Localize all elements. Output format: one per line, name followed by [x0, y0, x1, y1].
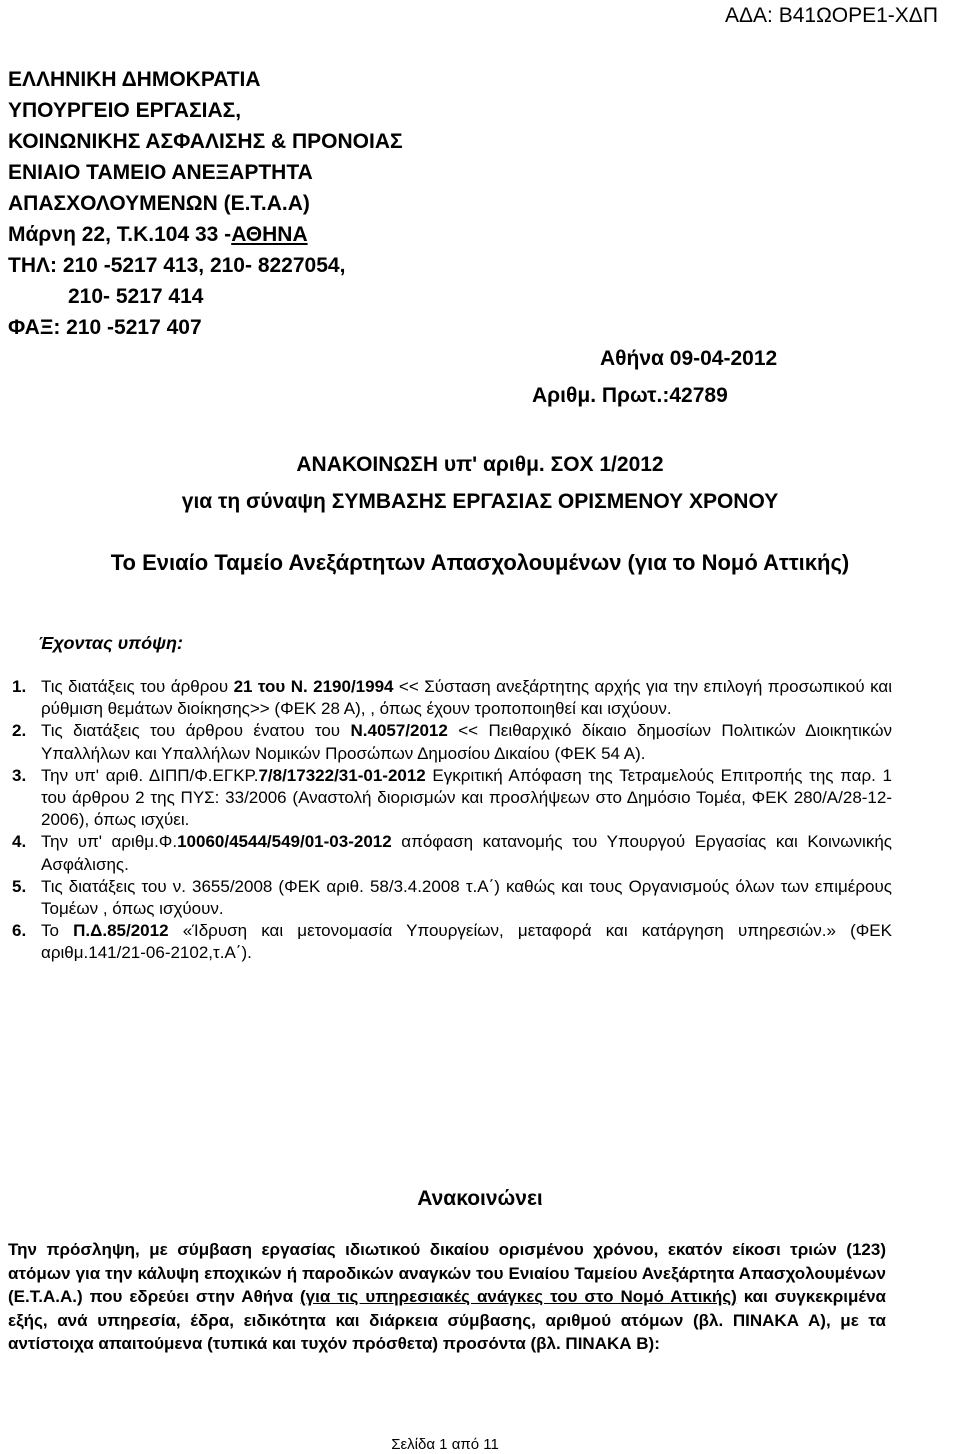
list-item: 5. Τις διατάξεις του ν. 3655/2008 (ΦΕΚ αριθ. 58/3.4.2008 τ.Α΄) καθώς και τους Οργανισμούς όλων των επιμέρους Τομέων , όπως ισχύουν. [12, 876, 892, 919]
header-line: ΑΠΑΣΧΟΛΟΥΜΕΝΩΝ (Ε.Τ.Α.Α) [8, 192, 310, 215]
header-phone2: 210- 5217 414 [68, 285, 204, 308]
organization-name: Το Ενιαίο Ταμείο Ανεξάρτητων Απασχολουμένων (για το Νομό Αττικής) [110, 550, 850, 575]
header-line: ΚΟΙΝΩΝΙΚΗΣ ΑΣΦΑΛΙΣΗΣ & ΠΡΟΝΟΙΑΣ [8, 130, 403, 153]
list-item: 1. Τις διατάξεις του άρθρου 21 του Ν. 2190/1994 << Σύσταση ανεξάρτητης αρχής για την επιλογή προσωπικού και ρύθμιση θεμάτων διοίκησης>> (ΦΕΚ 28 Α), , όπως έχουν τροποποιηθεί και ισχύουν. [12, 677, 892, 719]
announcement-body: Την πρόσληψη, με σύμβαση εργασίας ιδιωτικού δικαίου ορισμένου χρόνου, εκατόν είκοσι τριών (123) ατόμων για την κάλυψη εποχικών ή παροδικών αναγκών του Ενιαίου Ταμείου Ανεξάρτητα Απασχολουμένων (Ε.Τ.Α.Α.) που εδρεύει στην Αθήνα (για τις υπηρεσιακές ανάγκες του στο Νομό Αττικής) και συγκεκριμένα εξής, ανά υπηρεσία, έδρα, ειδικότητα και διάρκεια σύμβασης, αριθμού ατόμων (βλ. ΠΙΝΑΚΑ Α), με τα αντίστοιχα απαιτούμενα (τυπικά και τυχόν πρόσθετα) προσόντα (βλ. ΠΙΝΑΚΑ Β): [8, 1240, 886, 1354]
header-address: Μάρνη 22, Τ.Κ.104 33 -ΑΘΗΝΑ [8, 223, 308, 246]
header-fax: ΦΑΞ: 210 -5217 407 [8, 316, 202, 339]
page-footer: Σελίδα 1 από 11 [391, 1436, 499, 1453]
having-regard-label: Έχοντας υπόψη: [38, 633, 183, 653]
header-line: ΥΠΟΥΡΓΕΙΟ ΕΡΓΑΣΙΑΣ, [8, 99, 242, 122]
header-line: ΕΝΙΑΙΟ ΤΑΜΕΙΟ ΑΝΕΞΑΡΤΗΤΑ [8, 161, 313, 184]
announcement-title: ΑΝΑΚΟΙΝΩΣΗ υπ' αριθμ. ΣΟΧ 1/2012 [296, 453, 664, 476]
document-date: Αθήνα 09-04-2012 [600, 347, 778, 370]
ada-code: ΑΔΑ: Β41ΩΟΡΕ1-ΧΔΠ [725, 4, 938, 27]
header-line: ΕΛΛΗΝΙΚΗ ΔΗΜΟΚΡΑΤΙΑ [8, 68, 261, 91]
list-item: 2. Τις διατάξεις του άρθρου ένατου του Ν.4057/2012 << Πειθαρχικό δίκαιο δημοσίων Πολιτικών Διοικητικών Υπαλλήλων και Υπαλλήλων Νομικών Προσώπων Δημοσίου Δικαίου (ΦΕΚ 54 Α). [12, 721, 892, 763]
list-item: 4. Την υπ' αριθμ.Φ.10060/4544/549/01-03-2012 απόφαση κατανομής του Υπουργού Εργασίας και Κοινωνικής Ασφάλισης. [12, 832, 892, 874]
header-phone: ΤΗΛ: 210 -5217 413, 210- 8227054, [8, 254, 346, 277]
address-city: ΑΘΗΝΑ [231, 223, 308, 246]
header-block [8, 64, 403, 343]
protocol-number: Αριθμ. Πρωτ.:42789 [532, 384, 728, 407]
legal-basis-list [12, 676, 892, 965]
announcement-subtitle: για τη σύναψη ΣΥΜΒΑΣΗΣ ΕΡΓΑΣΙΑΣ ΟΡΙΣΜΕΝΟΥ ΧΡΟΝΟΥ [181, 490, 779, 513]
list-item: 3. Την υπ' αριθ. ΔΙΠΠ/Φ.ΕΓΚΡ.7/8/17322/31-01-2012 Εγκριτική Απόφαση της Τετραμελούς Επιτροπής της παρ. 1 του άρθρου 2 της ΠΥΣ: 33/2006 (Αναστολή διορισμών και προσλήψεων στο Δημόσιο Τομέα, ΦΕΚ 280/Α/28-12-2006), όπως ισχύει. [12, 765, 892, 830]
announces-heading: Ανακοινώνει [417, 1187, 543, 1210]
underlined-scope: (για τις υπηρεσιακές ανάγκες του στο Νομό Αττικής) [300, 1287, 737, 1307]
list-item: 6. Το Π.Δ.85/2012 «Ίδρυση και μετονομασία Υπουργείων, μεταφορά και κατάργηση υπηρεσιών.» (ΦΕΚ αριθμ.141/21-06-2102,τ.Α΄). [12, 921, 892, 963]
